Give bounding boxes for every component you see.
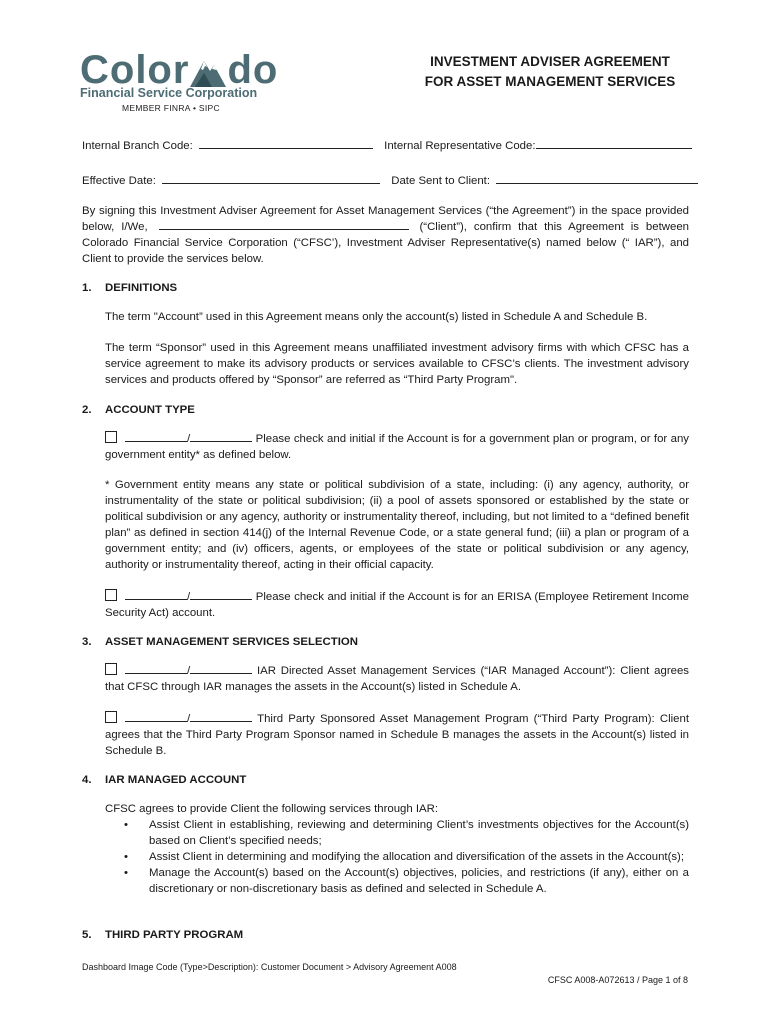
section-5-number: 5. [82, 929, 92, 941]
rep-code-label: Internal Representative Code: [384, 140, 536, 152]
section-4-number: 4. [82, 774, 92, 786]
date-sent-label: Date Sent to Client: [391, 175, 490, 187]
title-line-2: FOR ASSET MANAGEMENT SERVICES [424, 74, 676, 89]
iar-managed-option-text: IAR Directed Asset Management Services (“IAR Managed Account”): Client agrees that CFSC through IAR manages the assets in the Account(s) listed in Schedule A. [105, 665, 689, 693]
branch-code-input[interactable] [199, 137, 373, 149]
logo-word-right: do [227, 48, 279, 92]
bullet-icon: • [124, 851, 128, 863]
effective-date-label: Effective Date: [82, 175, 156, 187]
third-party-checkbox[interactable] [105, 711, 117, 723]
section-3-number: 3. [82, 636, 92, 648]
government-initial-2[interactable] [190, 431, 252, 442]
iar-managed-checkbox[interactable] [105, 663, 117, 675]
list-item-text: Manage the Account(s) based on the Account(s) objectives, policies, and restrictions (if any), either on a discretionary or non-discretionary basis as defined and selected in Schedule A. [149, 867, 689, 895]
section-1-heading [82, 282, 177, 294]
document-title [400, 52, 700, 92]
mountain-icon [190, 57, 226, 87]
bullet-icon: • [124, 819, 128, 831]
list-item-text: Assist Client in establishing, reviewing and determining Client’s investments objectives for the Account(s) based on Client’s specified needs; [149, 819, 689, 847]
erisa-checkbox[interactable] [105, 589, 117, 601]
erisa-option-text: Please check and initial if the Account is for an ERISA (Employee Retirement Income Security Act) account. [105, 591, 689, 619]
iar-managed-initial-1[interactable] [125, 663, 187, 674]
government-option-text: Please check and initial if the Account is for a government plan or program, or for any government entity* as defined below. [105, 433, 690, 461]
section-4-heading [82, 774, 246, 786]
third-party-option: / Third Party Sponsored Asset Management Program (“Third Party Program): Client agrees that the Third Party Program Sponsor named in Schedule B manages the assets in the Account(s) listed in Schedule B. [105, 713, 689, 757]
branch-code-label: Internal Branch Code: [82, 140, 193, 152]
section-3-title: ASSET MANAGEMENT SERVICES SELECTION [105, 636, 358, 648]
intro-text-1: By signing this Investment Adviser Agreement for Asset Management Services (“the Agreement”) in the space provided below, I/We, [82, 205, 689, 233]
iar-services-intro: CFSC agrees to provide Client the following services through IAR: [105, 803, 439, 815]
erisa-initial-2[interactable] [190, 589, 252, 600]
effective-date-input[interactable] [162, 172, 380, 184]
government-initial-1[interactable] [125, 431, 187, 442]
section-5-title: THIRD PARTY PROGRAM [105, 929, 244, 941]
third-party-option-text: Third Party Sponsored Asset Management Program (“Third Party Program): Client agrees that the Third Party Program Sponsor named in Schedule B manages the assets in the Account(s) listed in Schedule B. [105, 713, 689, 757]
section-2-heading [82, 404, 195, 416]
date-fields-row [82, 172, 698, 187]
bullet-icon: • [124, 867, 128, 879]
list-item-text: Assist Client in determining and modifying the allocation and diversification of the assets in the Account(s); [149, 851, 685, 863]
date-sent-input[interactable] [496, 172, 698, 184]
list-item [124, 849, 689, 865]
section-3-heading [82, 636, 358, 648]
definition-sponsor: The term “Sponsor” used in this Agreement means unaffiliated investment advisory firms with which CFSC has a service agreement to make its advisory products or services available to CFSC’s clients. The investment advisory services and products offered by “Sponsor” are referred as “Third Party Program". [105, 342, 689, 386]
code-fields-row [82, 137, 692, 152]
logo-subtitle: Financial Service Corporation [80, 86, 258, 100]
logo-word-left: Color [80, 48, 190, 92]
iar-managed-option: / IAR Directed Asset Management Services (“IAR Managed Account”): Client agrees that CFSC through IAR manages the assets in the Account(s) listed in Schedule A. [105, 665, 689, 693]
third-party-initial-2[interactable] [190, 711, 252, 722]
iar-managed-initial-2[interactable] [190, 663, 252, 674]
footer-page-number: CFSC A008-A072613 / Page 1 of 8 [547, 975, 688, 985]
section-1-number: 1. [82, 282, 92, 294]
erisa-initial-1[interactable] [125, 589, 187, 600]
section-5-heading [82, 929, 243, 941]
government-entity-note: * Government entity means any state or political subdivision of a state, including: (i) any agency, authority, or instrumentality of the state or political subdivision; (ii) a pool of assets sponsored or established by the state or political subdivision or any agency, authority or instrumentality thereof, including, but not limited to a “defined benefit plan” as defined in section 414(j) of the Internal Revenue Code, or a state general fund; (iii) a plan or program of a government entity; and (iv) officers, agents, or employees of the state or political subdivision or any agency, authority or instrumentality thereof, acting in their official capacity. [105, 479, 689, 571]
third-party-initial-1[interactable] [125, 711, 187, 722]
definition-account: The term "Account” used in this Agreement means only the account(s) listed in Schedule A and Schedule B. [105, 311, 648, 323]
list-item [124, 817, 689, 849]
member-finra-sipc: MEMBER FINRA • SIPC [122, 103, 220, 113]
section-2-title: ACCOUNT TYPE [105, 404, 195, 416]
client-name-input[interactable] [159, 219, 409, 230]
section-2-number: 2. [82, 404, 92, 416]
footer-image-code: Dashboard Image Code (Type>Description): Customer Document > Advisory Agreement A008 [82, 962, 457, 972]
rep-code-input[interactable] [536, 137, 692, 149]
company-logo [80, 50, 280, 113]
title-line-1: INVESTMENT ADVISER AGREEMENT [430, 54, 670, 69]
government-checkbox[interactable] [105, 431, 117, 443]
logo-wordmark [80, 50, 280, 90]
section-1-title: DEFINITIONS [105, 282, 178, 294]
government-option: / Please check and initial if the Account is for a government plan or program, or for any government entity* as defined below. [105, 433, 690, 461]
list-item [124, 865, 689, 897]
section-4-title: IAR MANAGED ACCOUNT [105, 774, 247, 786]
erisa-option: / Please check and initial if the Account is for an ERISA (Employee Retirement Income Security Act) account. [105, 591, 689, 619]
iar-services-list [124, 817, 689, 897]
intro-text-2: (“Client”), confirm that this Agreement is between Colorado Financial Service Corporation (“CFSC’), Investment Adviser Representative(s) named below (“ IAR”), and Client to provide the services below. [82, 221, 689, 265]
intro-paragraph [82, 203, 689, 267]
